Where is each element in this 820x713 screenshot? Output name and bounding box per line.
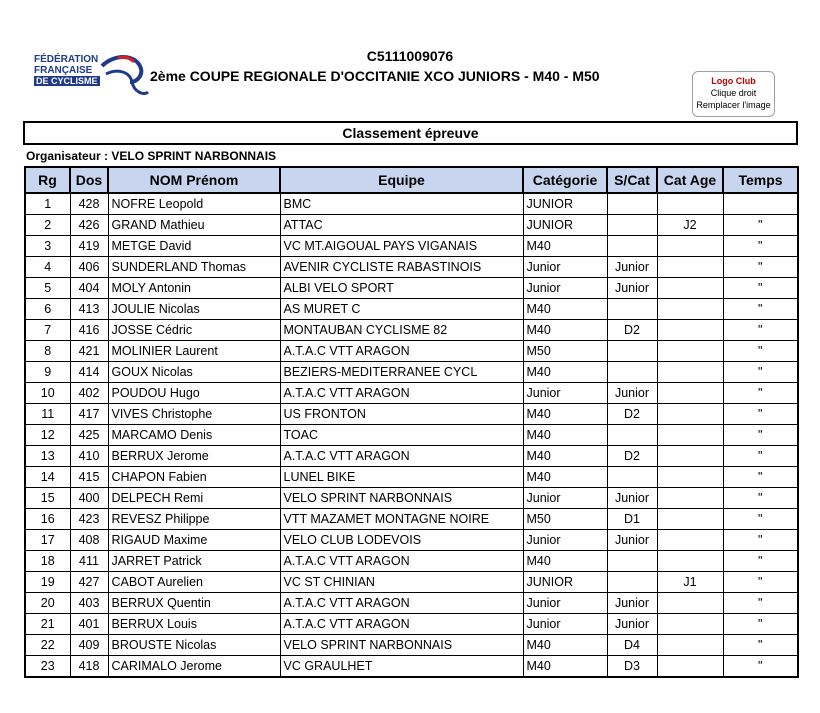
table-row [25,299,798,320]
cell-nom: CABOT Aurelien [108,572,280,593]
cell-temps: " [723,236,798,257]
cell-nom: SUNDERLAND Thomas [108,257,280,278]
ffc-line4: CYCLISME [51,76,98,86]
cell-temps: " [723,425,798,446]
cell-scat [607,362,657,383]
cell-equipe: BEZIERS-MEDITERRANEE CYCL [280,362,523,383]
table-row [25,509,798,530]
table-row [25,236,798,257]
cell-equipe: LUNEL BIKE [280,467,523,488]
cell-temps: " [723,446,798,467]
logo-club-line2: Remplacer l'image [696,100,771,110]
cell-scat [607,572,657,593]
cell-temps: " [723,593,798,614]
cell-equipe: ATTAC [280,215,523,236]
cell-categorie: M40 [523,446,607,467]
cell-cat-age [657,614,723,635]
cell-temps: " [723,404,798,425]
cell-cat-age [657,236,723,257]
cell-scat: Junior [607,593,657,614]
table-row [25,488,798,509]
cell-dos: 426 [70,215,108,236]
cell-cat-age [657,299,723,320]
cell-cat-age [657,383,723,404]
cell-equipe: A.T.A.C VTT ARAGON [280,614,523,635]
cell-dos: 404 [70,278,108,299]
cell-categorie: Junior [523,383,607,404]
cell-nom: JOSSE Cédric [108,320,280,341]
cell-equipe: ALBI VELO SPORT [280,278,523,299]
cell-rg: 17 [25,530,70,551]
cell-equipe: VC MT.AIGOUAL PAYS VIGANAIS [280,236,523,257]
table-row [25,257,798,278]
cell-categorie: JUNIOR [523,215,607,236]
cell-rg: 23 [25,656,70,678]
cell-dos: 419 [70,236,108,257]
ffc-line1: FÉDÉRATION [34,54,99,65]
cell-rg: 9 [25,362,70,383]
cell-nom: DELPECH Remi [108,488,280,509]
cell-dos: 423 [70,509,108,530]
cell-cat-age [657,551,723,572]
table-row [25,425,798,446]
table-row [25,215,798,236]
cell-categorie: M40 [523,404,607,425]
cell-temps: " [723,656,798,678]
table-row [25,551,798,572]
cell-cat-age [657,509,723,530]
cell-rg: 6 [25,299,70,320]
table-row [25,656,798,678]
table-row [25,341,798,362]
cell-dos: 402 [70,383,108,404]
cell-categorie: M50 [523,341,607,362]
cell-cat-age: J2 [657,215,723,236]
col-cat-age: Cat Age [657,167,723,193]
table-row [25,278,798,299]
cell-temps: " [723,467,798,488]
cell-rg: 19 [25,572,70,593]
cell-scat [607,299,657,320]
cell-scat: D4 [607,635,657,656]
col-dos: Dos [70,167,108,193]
table-row [25,320,798,341]
cell-dos: 417 [70,404,108,425]
table-row [25,404,798,425]
logo-club-line1: Clique droit [710,88,757,98]
cell-equipe: VELO CLUB LODEVOIS [280,530,523,551]
table-row [25,635,798,656]
cell-scat: D2 [607,320,657,341]
cell-cat-age [657,488,723,509]
cell-dos: 425 [70,425,108,446]
cell-temps: " [723,257,798,278]
organizer: Organisateur : VELO SPRINT NARBONNAIS [26,149,277,163]
cell-cat-age [657,656,723,678]
cell-scat [607,425,657,446]
cell-temps: " [723,278,798,299]
cell-temps: " [723,320,798,341]
cell-categorie: M40 [523,425,607,446]
table-row [25,193,798,215]
logo-club-placeholder[interactable] [692,71,775,117]
cell-scat [607,215,657,236]
cell-equipe: VELO SPRINT NARBONNAIS [280,488,523,509]
cell-categorie: M50 [523,509,607,530]
cell-nom: BERRUX Louis [108,614,280,635]
cell-categorie: Junior [523,530,607,551]
cell-categorie: M40 [523,320,607,341]
col-temps: Temps [723,167,798,193]
cell-temps: " [723,488,798,509]
cell-scat: D2 [607,446,657,467]
cell-cat-age [657,320,723,341]
col-categorie: Catégorie [523,167,607,193]
cell-nom: REVESZ Philippe [108,509,280,530]
cell-categorie: JUNIOR [523,193,607,215]
cell-rg: 13 [25,446,70,467]
cell-equipe: AS MURET C [280,299,523,320]
cell-cat-age [657,467,723,488]
cell-temps: " [723,530,798,551]
cell-temps [723,193,798,215]
cell-cat-age [657,193,723,215]
cell-categorie: M40 [523,362,607,383]
ffc-line3: DE [36,76,49,86]
cell-nom: MOLY Antonin [108,278,280,299]
cell-dos: 401 [70,614,108,635]
cell-nom: BROUSTE Nicolas [108,635,280,656]
cell-categorie: M40 [523,467,607,488]
cell-categorie: M40 [523,635,607,656]
cell-dos: 428 [70,193,108,215]
cell-nom: CHAPON Fabien [108,467,280,488]
cell-categorie: Junior [523,614,607,635]
cell-dos: 408 [70,530,108,551]
cell-dos: 418 [70,656,108,678]
cell-cat-age [657,257,723,278]
cell-temps: " [723,635,798,656]
cell-rg: 7 [25,320,70,341]
col-equipe: Equipe [280,167,523,193]
cell-dos: 416 [70,320,108,341]
cell-categorie: M40 [523,236,607,257]
cell-scat: Junior [607,488,657,509]
cell-equipe: VELO SPRINT NARBONNAIS [280,635,523,656]
cell-equipe: VTT MAZAMET MONTAGNE NOIRE [280,509,523,530]
cell-cat-age [657,341,723,362]
cell-rg: 16 [25,509,70,530]
table-row [25,383,798,404]
cell-cat-age [657,593,723,614]
cell-temps: " [723,383,798,404]
cell-cat-age [657,362,723,383]
cell-rg: 12 [25,425,70,446]
cell-categorie: M40 [523,656,607,678]
cell-rg: 3 [25,236,70,257]
cell-equipe: BMC [280,193,523,215]
cell-temps: " [723,509,798,530]
cell-nom: METGE David [108,236,280,257]
cell-scat: Junior [607,257,657,278]
section-title: Classement épreuve [23,121,798,145]
cell-scat [607,467,657,488]
table-row [25,614,798,635]
col-nom: NOM Prénom [108,167,280,193]
cell-scat [607,551,657,572]
cell-rg: 5 [25,278,70,299]
cell-equipe: US FRONTON [280,404,523,425]
cell-categorie: M40 [523,551,607,572]
cell-rg: 14 [25,467,70,488]
cell-rg: 18 [25,551,70,572]
cell-categorie: M40 [523,299,607,320]
cell-equipe: A.T.A.C VTT ARAGON [280,383,523,404]
table-row [25,530,798,551]
cell-temps: " [723,572,798,593]
cell-equipe: AVENIR CYCLISTE RABASTINOIS [280,257,523,278]
cell-temps: " [723,362,798,383]
cell-scat: D1 [607,509,657,530]
cell-equipe: VC ST CHINIAN [280,572,523,593]
cell-rg: 4 [25,257,70,278]
cell-nom: VIVES Christophe [108,404,280,425]
cell-cat-age [657,425,723,446]
cell-nom: POUDOU Hugo [108,383,280,404]
cell-rg: 10 [25,383,70,404]
cell-nom: BERRUX Jerome [108,446,280,467]
cell-dos: 409 [70,635,108,656]
table-row [25,467,798,488]
cell-cat-age [657,404,723,425]
cell-rg: 2 [25,215,70,236]
cell-equipe: A.T.A.C VTT ARAGON [280,551,523,572]
logo-club-title: Logo Club [711,76,756,86]
cell-nom: RIGAUD Maxime [108,530,280,551]
cell-dos: 413 [70,299,108,320]
cell-scat: Junior [607,383,657,404]
cell-dos: 414 [70,362,108,383]
results-table [24,166,799,678]
cell-nom: NOFRE Leopold [108,193,280,215]
cell-categorie: Junior [523,488,607,509]
cell-temps: " [723,341,798,362]
cell-nom: GOUX Nicolas [108,362,280,383]
table-row [25,362,798,383]
cell-temps: " [723,551,798,572]
col-scat: S/Cat [607,167,657,193]
cell-nom: CARIMALO Jerome [108,656,280,678]
cell-dos: 400 [70,488,108,509]
cell-scat [607,341,657,362]
table-row [25,593,798,614]
cell-nom: JOULIE Nicolas [108,299,280,320]
cell-rg: 8 [25,341,70,362]
race-code: C5111009076 [366,48,454,64]
cell-temps: " [723,614,798,635]
cell-scat: Junior [607,530,657,551]
cell-categorie: JUNIOR [523,572,607,593]
table-body [25,193,798,677]
cell-rg: 21 [25,614,70,635]
ffc-line2: FRANÇAISE [34,65,93,76]
cell-equipe: TOAC [280,425,523,446]
cell-rg: 15 [25,488,70,509]
cell-cat-age: J1 [657,572,723,593]
table-row [25,446,798,467]
cell-equipe: MONTAUBAN CYCLISME 82 [280,320,523,341]
cell-equipe: A.T.A.C VTT ARAGON [280,593,523,614]
cell-scat: D3 [607,656,657,678]
cell-nom: BERRUX Quentin [108,593,280,614]
cell-rg: 22 [25,635,70,656]
cell-rg: 20 [25,593,70,614]
cell-cat-age [657,635,723,656]
race-title: 2ème COUPE REGIONALE D'OCCITANIE XCO JUNIORS - M40 - M50 [150,68,600,84]
cell-categorie: Junior [523,278,607,299]
cell-nom: MOLINIER Laurent [108,341,280,362]
cell-cat-age [657,530,723,551]
cell-scat: Junior [607,614,657,635]
cell-rg: 11 [25,404,70,425]
cell-nom: GRAND Mathieu [108,215,280,236]
cell-dos: 406 [70,257,108,278]
cell-equipe: VC GRAULHET [280,656,523,678]
cell-equipe: A.T.A.C VTT ARAGON [280,446,523,467]
cell-equipe: A.T.A.C VTT ARAGON [280,341,523,362]
col-rg: Rg [25,167,70,193]
cell-dos: 411 [70,551,108,572]
cell-dos: 410 [70,446,108,467]
cell-scat [607,193,657,215]
cell-cat-age [657,446,723,467]
cell-rg: 1 [25,193,70,215]
cell-scat [607,236,657,257]
cell-dos: 415 [70,467,108,488]
cell-cat-age [657,278,723,299]
cell-categorie: Junior [523,593,607,614]
cell-nom: JARRET Patrick [108,551,280,572]
cell-temps: " [723,215,798,236]
cell-temps: " [723,299,798,320]
cell-scat: Junior [607,278,657,299]
table-row [25,572,798,593]
cell-dos: 421 [70,341,108,362]
cell-dos: 427 [70,572,108,593]
cell-categorie: Junior [523,257,607,278]
cell-nom: MARCAMO Denis [108,425,280,446]
cell-dos: 403 [70,593,108,614]
cell-scat: D2 [607,404,657,425]
table-header-row [25,167,798,193]
